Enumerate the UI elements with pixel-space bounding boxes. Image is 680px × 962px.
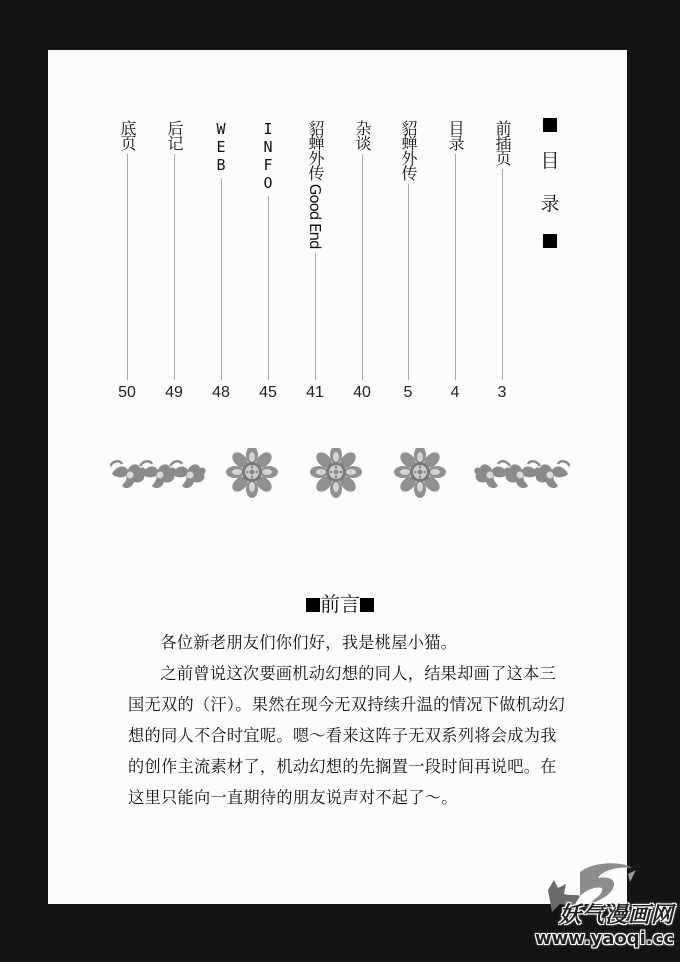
toc-entry-page: 3: [497, 384, 507, 401]
square-bullet-icon: [360, 598, 374, 612]
toc-entry-diaochan-good-end[interactable]: [303, 120, 327, 402]
toc-entry-front-insert[interactable]: [490, 120, 514, 402]
preface-heading-text: 前言: [320, 592, 360, 616]
leader-line: [502, 169, 503, 380]
toc-entry-page: 40: [353, 384, 371, 401]
toc-entry-label: 底页: [118, 120, 137, 150]
toc-entry-colophon[interactable]: [115, 120, 139, 402]
leader-line: [174, 154, 175, 380]
toc-entry-miscellany[interactable]: [350, 120, 374, 402]
toc-entry-page: 41: [306, 384, 324, 401]
square-bullet-icon: [543, 234, 557, 248]
toc-entry-page: 48: [212, 384, 230, 401]
toc-entry-label: 杂谈: [353, 120, 372, 150]
leader-line: [315, 253, 316, 380]
toc-entry-label: 后记: [165, 120, 184, 150]
toc-entry-page: 50: [118, 384, 136, 401]
preface-body: [128, 627, 568, 813]
toc-entry-label: 目录: [446, 120, 465, 150]
leader-line: [408, 184, 409, 380]
toc-entry-contents[interactable]: [443, 120, 467, 402]
toc-entry-label: 前插页: [493, 120, 512, 165]
watermark-site-name: 妖气漫画网: [558, 903, 674, 928]
toc-entry-page: 4: [450, 384, 460, 401]
toc-entry-label-latin: Good End: [306, 180, 324, 249]
watermark: [520, 860, 680, 960]
toc-entry-page: 5: [403, 384, 413, 401]
toc-entry-label: WEB: [212, 120, 230, 174]
preface-paragraph: 各位新老朋友们你们好，我是桃屋小猫。: [160, 633, 458, 652]
toc-entry-page: 45: [259, 384, 277, 401]
watermark-url: www.yaoqi.cc: [534, 928, 674, 949]
toc-entry-afterword[interactable]: [162, 120, 186, 402]
leader-line: [362, 154, 363, 380]
toc-entry-diaochan-gaiden[interactable]: [396, 120, 420, 402]
leader-line: [221, 178, 222, 380]
leader-line: [127, 154, 128, 380]
leader-line: [455, 154, 456, 380]
square-bullet-icon: [543, 118, 557, 132]
toc-entry-web[interactable]: [209, 120, 233, 402]
ornament-flourishes-icon: [110, 448, 570, 498]
toc-entry-label-cjk: 貂蝉外传: [306, 120, 325, 180]
leader-line: [268, 196, 269, 380]
toc-title-char: 目: [540, 150, 560, 172]
toc-entry-label: [306, 120, 324, 249]
toc-title-char: 录: [540, 193, 560, 215]
toc-entry-info[interactable]: [256, 120, 280, 402]
toc-entry-page: 49: [165, 384, 183, 401]
square-bullet-icon: [306, 598, 320, 612]
preface-heading: [0, 592, 680, 616]
toc-entry-label: INFO: [259, 120, 277, 192]
preface-paragraph: 之前曾说这次要画机动幻想的同人，结果却画了这本三国无双的（汗）。果然在现今无双持续升温的情况下做机动幻想的同人不合时宜呢。嗯～看来这阵子无双系列将会成为我的创作主流素材了，机动幻想的先搁置一段时间再说吧。在这里只能向一直期待的朋友说声对不起了～。: [128, 664, 566, 807]
toc-title: [537, 118, 563, 248]
toc-entry-label: 貂蝉外传: [399, 120, 418, 180]
ornamental-divider: [110, 448, 570, 498]
